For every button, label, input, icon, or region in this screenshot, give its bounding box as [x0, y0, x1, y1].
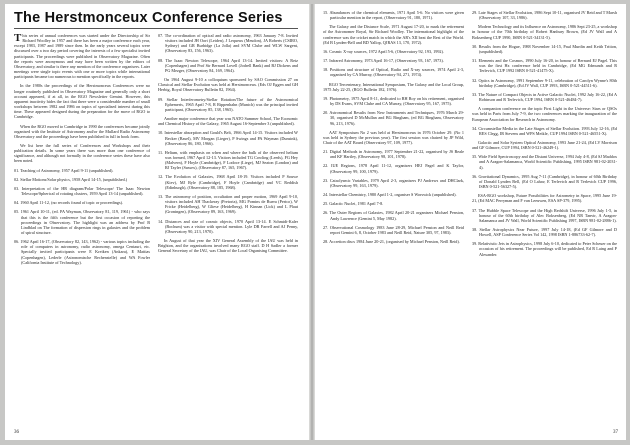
entry-text: 1960 April 11-12, (no records found of topic or proceedings). — [20, 200, 124, 206]
right-column-1 — [323, 10, 464, 248]
entry-number: 05. — [14, 209, 20, 215]
entry-text: Abundances of the chemical elements, 1971 April 5-6. No visitors were given particular mention in the report, (Observatory 91, 180, 1971). — [329, 10, 464, 21]
entry-number: 30. — [472, 43, 478, 49]
entry-number: 22. — [323, 163, 329, 169]
entry-text: Elements and the Cosmos, 1990 July 16-20, in honour of Bernard EJ Pagel. This was the first Hx conference held in Cambridge, (Ed MG Edmunds and R Terlevich, CUP 1992 ISBN 0-521-41475-X). — [478, 58, 617, 74]
conference-entry — [158, 130, 298, 145]
entry-number: 06. — [14, 239, 20, 245]
conference-entry — [323, 110, 464, 125]
body-paragraph: In the 1980s the proceedings of the Herstmonceux Conferences were no longer routinely published in Observatory Magazine and generally only a short account appeared, if at all, in the RGO Newsletter Gemini. However, this apparent inactivity hides the fact that there were a considerable number of small workshops between 1982 and 1986 on topics of specialised interest during this time. These appeared designed during the preparation for the move of RGO to Cambridge. — [14, 83, 150, 120]
entry-number: 35. — [472, 154, 478, 160]
entry-number: 03. — [14, 185, 20, 191]
conference-entry — [472, 227, 617, 237]
entry-number: 09. — [158, 96, 164, 102]
conference-entry — [14, 209, 150, 235]
entry-number: 04. — [14, 200, 20, 206]
entry-number: 18. — [323, 67, 329, 73]
page-number: 37 — [613, 430, 618, 435]
title-rule — [14, 28, 298, 29]
entry-text: Wide Field Spectroscopy and the Distant Universe, 1994 July 4-8, (Ed SJ Maddox and A Aragon-Salamanca, World Scientific Publishing, 1995 ISBN 981-02-2031-4). — [478, 154, 618, 170]
entry-number: 08. — [158, 57, 164, 63]
entry-text: Accretion discs 1984 June 20-21, (organised by Michael Penston, Neill Reid). — [329, 239, 460, 244]
entry-text: Galactic Nuclei, 1981 April 7-8. — [329, 201, 384, 207]
entry-text: Positions and structure of Optical, Radio and X-ray sources, 1974 April 2-3, organised by CA Murray, (Observatory 94, 271, 1974). — [329, 67, 464, 78]
body-paragraph: The Galaxy and the Distance Scale, 1971 August 17-20, to mark the retirement of the Astronomer Royal, Sir Richard Woolley. The international highlight of the conference was the cricket match in which the AR's XII beat the Rest of the World. (Ed B Lynden-Bell and BD Yallop, QJRAS 13, 170, 1972). — [323, 24, 464, 45]
left-column-2 — [158, 33, 298, 257]
conference-entry — [472, 126, 617, 136]
entry-number: 33. — [472, 91, 478, 97]
conference-entry — [323, 10, 464, 20]
entry-text: The co-ordination of optical and radio astronomy, 1963 January 7-8. Invited visitors included JH Oort (Leiden), J Lequeux (Meudon), JA Roberts (CSIRO, Sydney) and GR Burbidge (La Jolla) and SVM Clube and WLW Sargent, (Observatory 83, 156, 1963). — [164, 33, 298, 54]
conference-entry — [323, 225, 464, 235]
entry-number: 25. — [323, 201, 329, 207]
conference-entry — [158, 194, 298, 215]
left-column-1 — [14, 33, 150, 269]
entry-text: Interpretation of the HR diagram/Polar Telescope/ The Isaac Newton Telescope/Spherical of rotating clusters, 1959 April 13-14 (unpublished). — [21, 185, 150, 197]
conference-entry — [472, 92, 617, 102]
entry-text: Cataclysmic Variables, 1979 April 2-3, organisers PJ Andrews and DHClark, (Observatory 99, 163, 1979). — [329, 177, 464, 188]
conference-entry — [158, 174, 298, 189]
entry-text: The Isaac Newton Telescope, 1964 April 13-14. Invited visitors: A Reiz (Copenhagen) and Prof Sir Bernard Lovell (Jodrell Bank) and BJ Dickens and PG Mezger, (Observatory 84, 169, 1964). — [165, 57, 298, 73]
entry-text: Stellar Astrophysics Near Future, 1997 July 14-18, (Ed GF Gilmore and D Howell, ASP Conference Series Vol 142, 1998 ISBN 1-886733-62-7). — [479, 227, 618, 238]
body-paragraph: When the RGO moved to Cambridge in 1990 the conferences became jointly organised with the Institute of Astronomy and/or the Mullard Radio Astronomy Observatory and the proceedings have been published in full in book form. — [14, 123, 150, 139]
conference-entry — [323, 49, 464, 54]
intro-paragraph — [14, 33, 150, 79]
entry-number: 29. — [472, 10, 478, 15]
entry-number: 02. — [14, 176, 20, 182]
conference-entry — [472, 208, 617, 223]
left-page — [5, 4, 309, 440]
body-paragraph: AAT Symposium No 2 was held at Herstmonceux in 1976 October 29. (No 1 was held in Sydney the previous year). The first session was chaired by JP Wild, Chair of the AAT Board (Observatory 97, 109, 1977). — [323, 129, 464, 145]
entry-number: 34. — [472, 125, 478, 131]
entry-text: Stellar Motions/Solar physics, 1958 April 14-15, (unpublished.) — [20, 176, 128, 182]
body-paragraph: Modern Technology and its Influence on Astronomy, 1986 Sept 23-25, a workshop in honour of the 70th birthday of Robert Hanbury Brown, (Ed JV Wall and A Boksenberg CUP 1990, ISBN 0-521-34131-5). — [472, 24, 617, 40]
entry-text: Teaching of Astronomy, 1957 April 9-11 (unpublished). — [20, 167, 114, 173]
entry-text: Interstellar absorption and Gould's Belt, 1966 April 14-15. Visitors included W Becker (Basel), MV Morgan (Lieger), P Swings and PA Wayman (Dunsink), (Observatory 86, 180, 1966). — [164, 130, 298, 146]
conference-entry — [323, 178, 464, 188]
entry-number: 16. — [323, 48, 329, 54]
body-paragraph: Galactic and Solar System Optical Astronomy, 1993 June 21-24, (Ed LV Morrison and GF Gilmore, CUP 1994, ISBN 0-521-46249-1). — [472, 139, 617, 151]
conference-entry — [472, 154, 617, 169]
conference-entry — [472, 241, 617, 256]
body-paragraph: ESA-RGO workshop, Future Possibilities for Astrometry in Space, 1995 June 19-21, (Ed MAC Perryman and F van Leeuwen, ESA SP-379, 1995). — [472, 193, 617, 204]
drop-cap: T — [14, 32, 22, 44]
entry-number: 13. — [158, 193, 164, 199]
conference-entry — [472, 10, 617, 20]
conference-entry — [14, 177, 150, 182]
conference-entry — [323, 239, 464, 244]
body-paragraph: On 1964 August 9-10 a colloquium sponsored by SAO Commission 27 on Classical and Stellar Evolution was held at Herstmonceux. (Eds OJ Eggen and GH Herbig, Royal Observatory Bulletin 82, 1964). — [158, 77, 298, 93]
conference-entry — [14, 200, 150, 205]
entry-text: Photometry, 1975 April 8-11, dedicated to RH Roy on his retirement, organised by DS Evans, SVM Clube and CA Murray, (Observatory 95, 167, 1975). — [329, 95, 465, 107]
conference-entry — [323, 96, 464, 106]
body-paragraph: Another major conference that year was NATO Summer School, The Economic and Chemical History of the Galaxy, 1965 August 16-September 3 (unpublished). — [158, 116, 298, 127]
conference-entry — [472, 174, 617, 189]
entry-text: Infrared Astronomy, 1973 April 16-17, (Observatory 93, 167, 1973). — [329, 58, 444, 64]
entry-text: 1962 April 16-17, (Observatory 82, 143, 1962) - various topics including the role of computers in astronomy, radio astronomy, omega Centauri, etc. Specially invited participants were E Kreiken (Ankara), E Mattias (Copenhagen), Lederle (Astronomische Rechenstelle) and WA Fowler (California Institute of Technology). — [20, 239, 150, 265]
entry-text: Interstellar Chemistry, 1980 April 1-2, organiser S Worswick (unpublished). — [329, 192, 457, 198]
entry-text: Optics in Astronomy, 1991 September 9-11, celebration of Carolyn Wynne's 80th birthday (Cambridge), (Ed JV Wall, CUP 1993, ISBN 0-521-44511-6). — [478, 77, 618, 88]
body-paragraph: A companion conference on the topic First Light in the Universe: Stars or QSOs was held in Paris from July 7-9, the two conferences marking the inauguration of the European Association for Research in Astronomy. — [472, 106, 617, 122]
entry-text: 1961 April 10-11, (ed. PA Wayman, Observatory 81, 119, 1961) - who says that this is the fifth conference but the first occasion of reporting the proceedings in Observatory. The highlight was an address by Prof B Lindblad on The formation of dispersion rings in galaxies and the problem of spiral structure. — [20, 209, 151, 235]
entry-text: Observational Cosmology 1983 June 28-29, Michael Penston and Neill Reid report Gemini 6, 8, October 1983 and Neill Reid, Nature 305, 97, 1983). — [329, 224, 465, 235]
entry-number: 17. — [323, 58, 329, 64]
right-page — [315, 4, 626, 440]
entry-number: 11. — [158, 149, 164, 155]
entry-number: 32. — [472, 77, 478, 83]
entry-text: The astronomy of position, occultation and proper motion, 1969 April 9-10, visitors included AH Thackeray (Pretoria), MG Pomins de Ruera (Perico), W Fricke (Heidelberg), W Gliese (Heidelberg), H Kinnan (Lick) and L Plaut (Groningen), (Observatory 89, 163, 1969). — [164, 193, 298, 215]
entry-text: The Evolution of Galaxies, 1968 April 18-19. Visitors included P Souwe (Kiev), MJ Ryle (Cambridge), F Hoyle (Cambridge) and VC Reddish (Edinburgh), (Observatory 88, 185, 1968). — [165, 174, 298, 190]
entry-text: Late Stages of Stellar Evolution, 1986 Sept 10-11, organised JV Reid and T Marsh (Observatory 107, 33, 1986). — [478, 10, 617, 21]
conference-entry — [323, 192, 464, 197]
entry-text: Gravitational Dynamics, 1995 Aug 7-11 (Cambridge), in honour of 60th Birthday of Donald Lynden Bell, (Ed O Lahav, E Terlevich and R Terlevich CUP 1996, ISBN 0-521-56327-5). — [478, 173, 618, 190]
entry-text: Helium, with emphasis on when and where the bulk of the observed helium was formed, 1967 April 12-13. Visitors included TG Cowling (Leeds), FG Hey (Malvern), F Hoyle (Cambridge), F Lodoce (Liege), MJ Seaton (London) and RJ Tayler (Sussex), (Observatory 87, 165, 1967). — [164, 149, 298, 171]
entry-number: 28. — [323, 239, 329, 244]
entry-text: Stellar Interferometry/Stellar Rotation/The future of the Astronomical Ephemeris, 1965 April 7-8, R Rippenhahn (Munich) was the principal invited participant, (Observatory 85, 138, 1965). — [165, 96, 298, 112]
entry-text: Relativistic Jets in Astrophysics, 1998 July 6-10, dedicated to Peter Scheuer on the occasion of his retirement. The proceedings will be published, Ed R Laing and P Alexander. — [478, 241, 617, 257]
entry-number: 27. — [323, 224, 329, 230]
conference-entry — [14, 239, 150, 265]
conference-entry — [472, 44, 617, 54]
conference-entry — [323, 163, 464, 173]
conference-entry — [472, 58, 617, 73]
conference-entry — [158, 97, 298, 112]
page-number: 36 — [14, 430, 19, 435]
entry-number: 38. — [472, 227, 478, 232]
page-title: The Herstmonceux Conference Series — [14, 10, 283, 26]
entry-number: 07. — [158, 33, 164, 38]
entry-number: 39. — [472, 241, 478, 247]
entry-text: The Outer Regions of Galaxies, 1982 April 20-21 organisers Michael Penston, Andy Lawrence (Gemini 5, May 1982). — [329, 210, 464, 221]
conference-entry — [14, 186, 150, 196]
entry-text: The Hubble Space Telescope and the High Redshift Universe, 1996 July 1-5, in honour of the 60th birthday of Alec Boksenberg, (Ed NR Tanvir, A Aragon-Salamanca and JV Wall, World Scientific Publishing 1997, ISBN 981-02-2886-1). — [478, 207, 617, 223]
conference-entry — [158, 58, 298, 73]
entry-number: 20. — [323, 110, 329, 116]
conference-entry — [158, 219, 298, 234]
entry-number: 14. — [158, 218, 164, 224]
entry-text: Results from the Hogue, 1988 November 14-15, Paul Murdin and Keith Tritton, (unpublished). — [478, 43, 618, 54]
conference-entry — [323, 149, 464, 159]
entry-text: The Nature of Compact Objects in Active Galactic Nuclei, 1992 July 16-22, (Ed A Robinson and R Terlevich, CUP 1994, ISBN 0-521-46484-7). — [478, 91, 617, 103]
entry-text: Cosmic X-ray sources, 1972 April 5-6, (Observatory 92, 193, 1992). — [329, 48, 444, 54]
conference-entry — [323, 210, 464, 220]
entry-number: 01. — [14, 167, 20, 173]
entry-text: IUE Regions, 1978 April 11-12, organisers HEJ Pagel and K Taylor, (Observatory 99, 100, 1979). — [330, 163, 464, 174]
conference-entry — [323, 58, 464, 63]
right-column-2 — [472, 10, 617, 261]
conference-entry — [14, 168, 150, 173]
entry-number: 24. — [323, 192, 329, 198]
entry-number: 23. — [323, 177, 329, 183]
entry-number: 12. — [158, 174, 164, 180]
body-paragraph: RGO Tercentenary, International Symposium, The Galaxy and the Local Group, 1975 July 22-25, (RGO Bulletin 182, 1976). — [323, 81, 464, 92]
body-paragraph: We list here the full series of Conferences and Workshops and their publication details. In some years there was more than one conference of significance, and although not formally in the conference series these have also been noted. — [14, 142, 150, 164]
entry-text: Circumstellar Media in the Late Stages of Stellar Evolution. 1993 July 12-16, (Ed RES Clegg, IR Stevens and WPS Meikle, CUP 1994 ISBN 0-521-46551-X). — [478, 125, 618, 136]
entry-number: 31. — [472, 58, 478, 64]
entry-number: 36. — [472, 173, 478, 179]
entry-text: Digital Methods in Astronomy, 1977 September 21-22, organised by JS Beale and KF Hartley, (Observatory 98, 101, 1978). — [329, 149, 465, 160]
entry-number: 21. — [323, 149, 329, 155]
entry-number: 15. — [323, 10, 329, 15]
body-paragraph: In August of that year the XIV General Assembly of the IAU was held in Brighton, and the organisations involved many RGO staff. D H Sadler a former General Secretary of the IAU, was Chair of the Local Organising Committee. — [158, 238, 298, 254]
entry-text: Astronomical Results from New Instruments and Techniques, 1976 March 29-30, organised D McMullan and BG Bingham, (ed BG Bingham, Observatory 96, 213, 1976). — [329, 110, 464, 126]
conference-entry — [158, 150, 298, 171]
entry-number: 26. — [323, 210, 329, 216]
entry-text: Distances and size of cosmic objects, 1970 April 13-14. E Schmidt-Kaler (Bochum) was a visitor with special mention. Lyle DR Farrell and AJ Penny, (Observatory 90, 213, 1970). — [165, 218, 298, 234]
entry-number: 19. — [323, 95, 329, 101]
entry-number: 10. — [158, 130, 164, 136]
conference-entry — [323, 67, 464, 77]
entry-number: 37. — [472, 207, 478, 213]
conference-entry — [158, 33, 298, 54]
paragraph-text: his series of annual conferences was started under the Directorship of Sir Richard Woolley in 1957 and there has been a major conference each year, except 1983, 1987 and 1989 since then. In the early years several topics were discussed over a two day period covering the interests of a few specialist invited participants. The proceedings were published in Observatory Magazine. Often the reports were anonymous and may have been written by the editors of Observatory, and similar is there any mention of the conference organisers. Later meetings were single topic events with one or more topics while international participants became too numerous to mention specifically in the reports. — [14, 33, 150, 80]
conference-entry — [323, 201, 464, 206]
conference-entry — [472, 78, 617, 88]
